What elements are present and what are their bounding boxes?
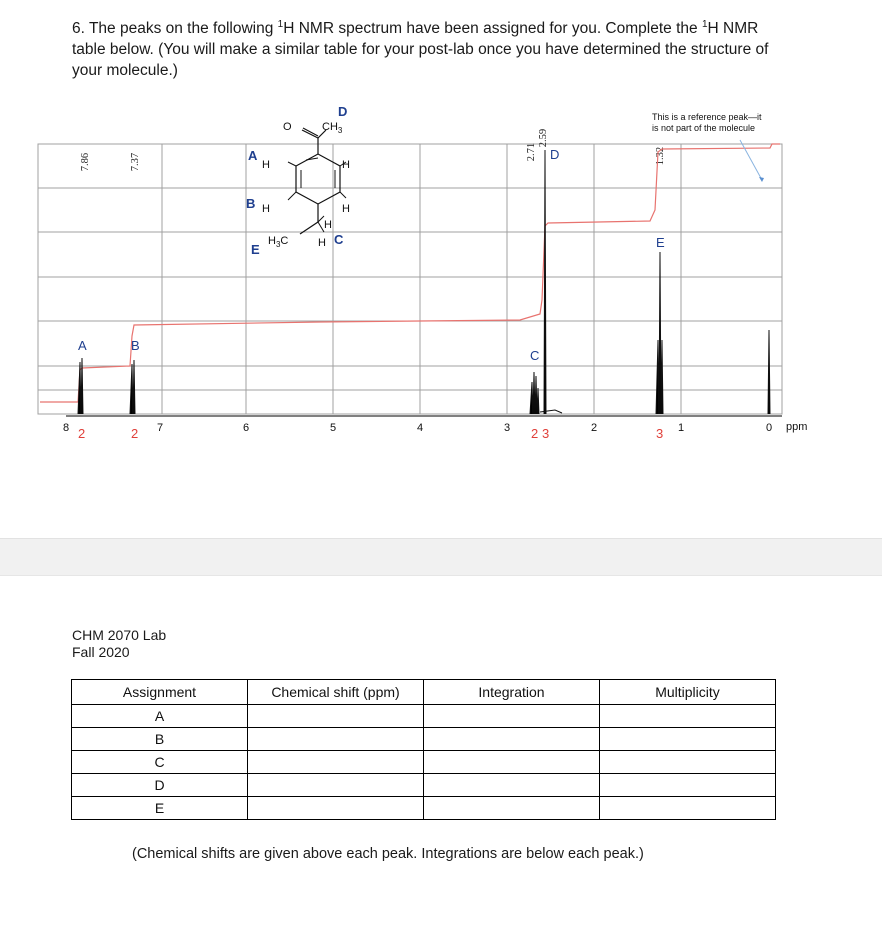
course-name: CHM 2070 Lab bbox=[72, 627, 167, 643]
molecule-label-a: A bbox=[248, 148, 258, 163]
assignment-cell: D bbox=[72, 774, 248, 797]
table-row bbox=[72, 751, 776, 774]
tick-label: 2 bbox=[590, 422, 598, 434]
molecule-label-c: C bbox=[334, 232, 344, 247]
shift-labels bbox=[80, 129, 666, 171]
shift-label-b: 7.37 bbox=[130, 152, 141, 172]
tick-label: 7 bbox=[156, 422, 164, 434]
molecule-label-e: E bbox=[251, 242, 260, 257]
methyl-e-sub: 3 bbox=[275, 240, 281, 249]
spectrum-peaks bbox=[78, 150, 770, 414]
axis-unit: ppm bbox=[786, 421, 808, 433]
multiplicity-cell[interactable] bbox=[600, 751, 776, 774]
multiplicity-cell[interactable] bbox=[600, 774, 776, 797]
nmr-spectrum bbox=[0, 100, 882, 460]
reference-arrow-head bbox=[759, 177, 764, 182]
integration-e: 3 bbox=[656, 426, 664, 441]
tick-label: 1 bbox=[677, 422, 685, 434]
integration-cell[interactable] bbox=[424, 774, 600, 797]
assignment-cell: A bbox=[72, 705, 248, 728]
course-info bbox=[72, 627, 166, 661]
table-row bbox=[72, 728, 776, 751]
tick-label: 6 bbox=[242, 422, 250, 434]
header-integration: Integration bbox=[424, 680, 600, 705]
shift-cell[interactable] bbox=[248, 728, 424, 751]
ch2-h-bottom: H bbox=[318, 237, 326, 249]
integration-b: 2 bbox=[131, 426, 139, 441]
methyl-e-h: H bbox=[268, 235, 276, 247]
peak-d bbox=[544, 150, 546, 414]
methyl-e-atom bbox=[268, 235, 288, 249]
molecule-label-d: D bbox=[338, 104, 348, 119]
shift-cell[interactable] bbox=[248, 774, 424, 797]
tick-label: 0 bbox=[765, 422, 773, 434]
integration-cell[interactable] bbox=[424, 705, 600, 728]
page-divider bbox=[0, 538, 882, 576]
course-term: Fall 2020 bbox=[72, 644, 130, 660]
methyl-d-ch: CH bbox=[322, 121, 338, 133]
axis-ticks bbox=[63, 421, 807, 434]
peak-reference bbox=[768, 330, 770, 414]
shift-label-d: 2.59 bbox=[538, 128, 549, 148]
shift-label-a: 7.86 bbox=[80, 152, 91, 172]
assignment-cell: E bbox=[72, 797, 248, 820]
molecule-structure bbox=[262, 121, 350, 249]
table-row bbox=[72, 797, 776, 820]
header-multiplicity: Multiplicity bbox=[600, 680, 776, 705]
integration-cell[interactable] bbox=[424, 797, 600, 820]
reference-arrow bbox=[740, 140, 762, 180]
shift-cell[interactable] bbox=[248, 705, 424, 728]
peak-b bbox=[130, 360, 135, 414]
reference-note-line1: This is a reference peak—it bbox=[652, 112, 762, 122]
table-row bbox=[72, 774, 776, 797]
multiplicity-cell[interactable] bbox=[600, 797, 776, 820]
methyl-d-sub: 3 bbox=[337, 126, 343, 135]
table-header-row bbox=[72, 680, 776, 705]
baseline-noise bbox=[540, 410, 562, 413]
multiplicity-cell[interactable] bbox=[600, 728, 776, 751]
shift-cell[interactable] bbox=[248, 751, 424, 774]
header-chemical-shift: Chemical shift (ppm) bbox=[248, 680, 424, 705]
peak-labels bbox=[78, 147, 665, 363]
oxygen-atom: O bbox=[283, 121, 292, 133]
footnote: (Chemical shifts are given above each peak. Integrations are below each peak.) bbox=[132, 846, 644, 862]
assignment-cell: B bbox=[72, 728, 248, 751]
ring-h-b: H bbox=[262, 203, 270, 215]
integration-labels bbox=[78, 426, 663, 441]
question-text: 6. The peaks on the following $^1$H NMR spectrum have been assigned for you. Complete the $^1$H NMR table below. (You will make a similar table for your post-lab once you have determined the structure of your molecule.) bbox=[72, 19, 769, 80]
peak-label-a: A bbox=[78, 338, 87, 353]
peak-label-c: C bbox=[530, 348, 540, 363]
integration-c: 2 bbox=[531, 426, 539, 441]
methyl-d-atom bbox=[322, 121, 343, 135]
table-row bbox=[72, 705, 776, 728]
integral-curve bbox=[40, 144, 780, 402]
integration-d: 3 bbox=[542, 426, 550, 441]
ring-h-a: H bbox=[262, 159, 270, 171]
shift-label-e: 1.32 bbox=[655, 146, 666, 166]
ring-h-right-bottom: H bbox=[342, 203, 350, 215]
methyl-e-c: C bbox=[280, 235, 289, 247]
shift-cell[interactable] bbox=[248, 797, 424, 820]
assignment-cell: C bbox=[72, 751, 248, 774]
spectrum-grid bbox=[38, 144, 782, 414]
peak-c bbox=[530, 372, 539, 414]
ch2-h-top: H bbox=[324, 219, 332, 231]
multiplicity-cell[interactable] bbox=[600, 705, 776, 728]
peak-label-b: B bbox=[131, 338, 140, 353]
tick-label: 3 bbox=[503, 422, 511, 434]
integration-cell[interactable] bbox=[424, 751, 600, 774]
tick-label: 8 bbox=[62, 422, 70, 434]
peak-label-e: E bbox=[656, 235, 665, 250]
peak-label-d: D bbox=[550, 147, 560, 162]
nmr-table bbox=[71, 679, 776, 820]
peak-e bbox=[656, 252, 663, 414]
integration-cell[interactable] bbox=[424, 728, 600, 751]
integration-a: 2 bbox=[78, 426, 86, 441]
reference-note-line2: is not part of the molecule bbox=[652, 123, 756, 133]
grid-frame bbox=[38, 144, 782, 414]
reference-note bbox=[652, 112, 762, 133]
ring-h-right-top: H bbox=[342, 159, 350, 171]
molecule-label-b: B bbox=[246, 196, 256, 211]
tick-label: 5 bbox=[329, 422, 337, 434]
tick-label: 4 bbox=[416, 422, 424, 434]
shift-label-c: 2.71 bbox=[526, 142, 537, 162]
header-assignment: Assignment bbox=[72, 680, 248, 705]
